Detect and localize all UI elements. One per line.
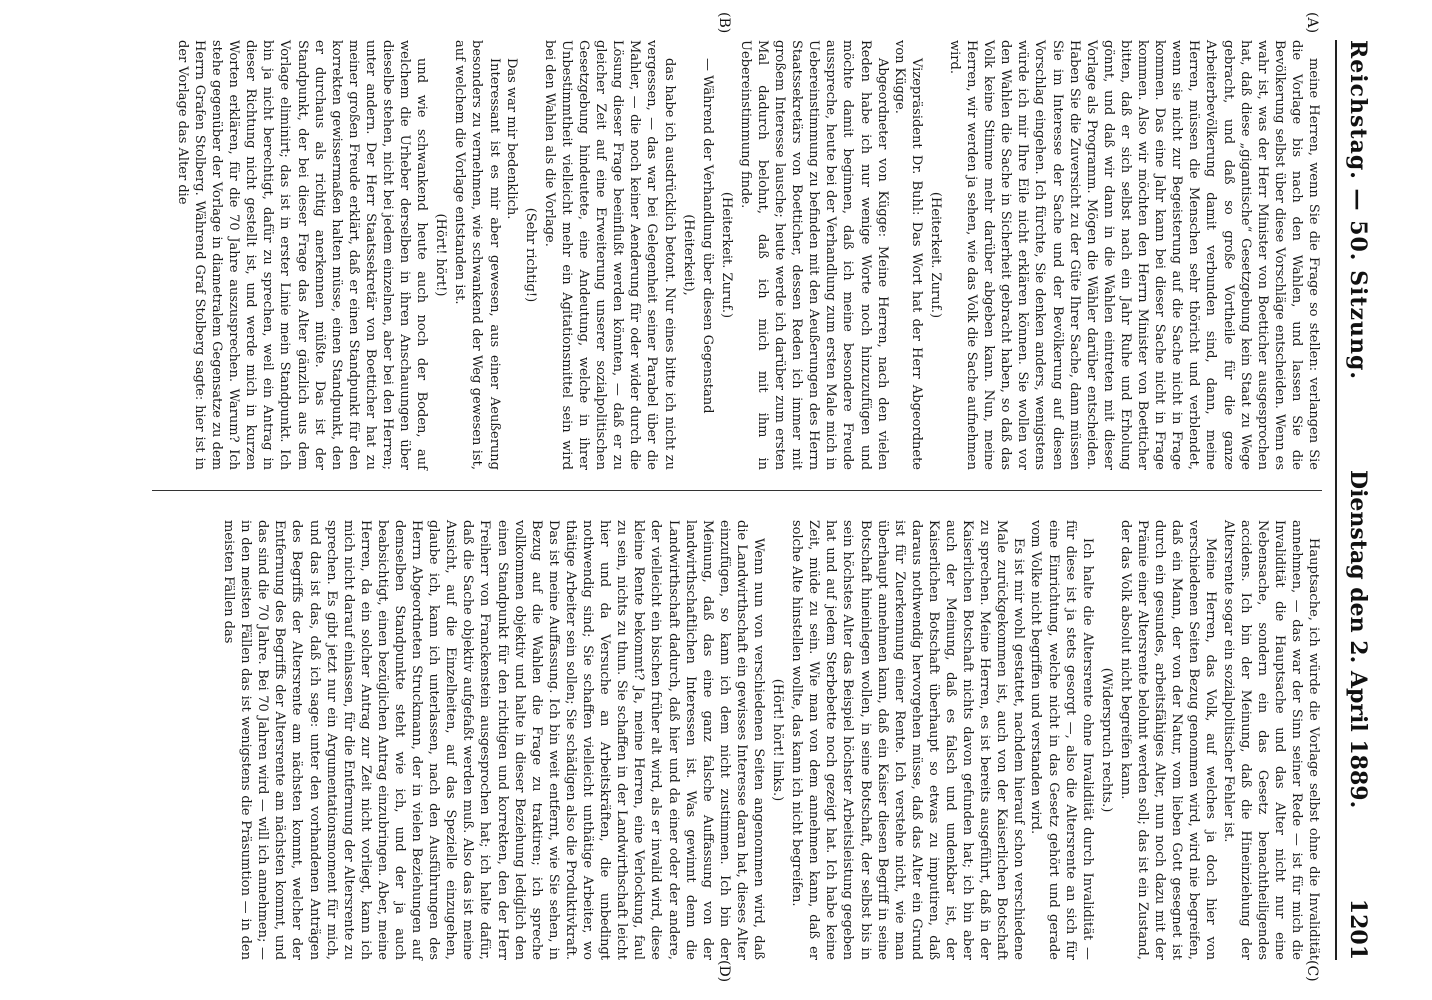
interjection: (Heiterkeit. Zuruf.) [927, 191, 943, 319]
page-number: 1201 [1345, 898, 1371, 960]
margin-marker-c: (C) [1304, 960, 1320, 982]
paragraph: meine Herren, wenn Sie die Frage so stellen: verlangen Sie die Vorlage bis nach den Wahlen, und lassen Sie die Bevölkerung selbst über diese Vorschläge entscheiden. Wenn es wahr ist, was der Herr Minister von Boetticher ausgesprochen hat, daß diese „gigantische“ Gesetzgebung kein Staat zu Wege gebracht, und daß so große Vortheile für die ganze Arbeiterbevölkerung damit verbunden sind, dann, meine Herren, müssen die Menschen sehr thöricht und verblendet, wenn sie nicht zur Begeisterung auf die Sache nicht in Frage kommen. Das eine Jahr kann bei dieser Sache nicht in Frage kommen. Also wir möchten den Herrn Minister von Boetticher bitten, daß er sich selbst nach ein Jahr Ruhe und Erholung gönnt, und daß wir dann in die Wahlen eintreten mit dieser Vorlage als Programm. Mögen die Wähler darüber entscheiden. Haben Sie die Zuversicht zu der Güte Ihrer Sache, dann müssen Sie im Interesse der Sache und der Bevölkerung auf diesen Vorschlag eingehen. Ich fürchte, Sie denken anders, wenigstens würde ich mir Ihre Eile nicht erklären können. Sie wollen vor den Wahlen die Sache in Sicherheit gebracht haben, so daß das Volk keine Stimme mehr darüber abgeben kann. Nun, meine Herren, wir werden ja sehen, wie das Volk die Sache aufnehmen wird. [947, 40, 1321, 470]
header-left: Reichstag. — 50. Sitzung. [1345, 40, 1371, 381]
interjection: (Hört! hört! links.) [770, 678, 786, 802]
margin-marker-a: (A) [1304, 12, 1320, 34]
paragraph: Hauptsache, ich würde die Vorlage selbst ohne die Invalidität annehmen, — das war der Sinn seiner Rede — ist für mich die Invalidität die Hauptsache und das Alter nicht nur eine Nebensache, sondern ein das Gesetz benachtheiligendes accidens. Ich bin der Meinung, daß die Hineinziehung der Altersrente sogar ein sozialpolitischer Fehler ist. [1220, 520, 1321, 960]
paragraph: Abgeordneter von Kügge: Meine Herren, nach den vielen Reden habe ich nur wenige Worte noch hinzuzufügen und möchte damit beginnen, daß ich meine besondere Freude ausspreche, heute bei der Verhandlung zum ersten Male mich in Uebereinstimmung zu befinden mit den Aeußerungen des Herrn Staatssekretärs von Boetticher, dessen Reden ich immer mit großem Interesse lausche; heute werde ich darüber zum ersten Mal dadurch belohnt, daß ich mich mit ihm in Uebereinstimmung finde. [737, 40, 890, 470]
paragraph: Vizepräsident Dr. Buhl: Das Wort hat der Herr Abgeordnete von Kügge. [891, 40, 924, 470]
text-column-right [220, 520, 1322, 960]
paragraph: das habe ich ausdrücklich betont. Nur eines bitte ich nicht zu vergessen, — das war bei Gelegenheit seiner Parabel über die Mahler, — die noch keiner Aenderung für oder wider durch die Lösung dieser Frage beeinflußt werden könnten, — daß er zu gleicher Zeit auf eine Erweiterung unserer sozialpolitischen Gesetzgebung hindeutete, eine Andeutung, welche in ihrer Unbestimmtheit vielleicht mehr ein Agitationsmittel sein wird bei den Wahlen als die Vorlage. [541, 40, 677, 470]
paragraph: — Während der Verhandlung über diesen Gegenstand [699, 58, 715, 414]
text-column-left [174, 40, 1322, 470]
header-date: Dienstag den 2. April 1889. [1345, 470, 1371, 809]
paragraph: Meine Herren, das Volk, auf welches ja doch hier von verschiedenen Seiten Bezug genommen wird, wird nie begreifen, daß ein Mann, der von der Natur, vom lieben Gott gesegnet ist durch ein gesundes, arbeitsfähiges Alter, nun noch dazu mit der Prämie einer Altersrente belohnt werden soll; das ist ein Zustand, der das Volk absolut nicht begreifen kann. [1117, 520, 1219, 960]
paragraph: Ich halte die Altersrente ohne Invalidität durch Invalidität — für diese ist ja stets gesorgt —, also die Altersrente an sich für eine Einrichtung, welche nicht in das Gesetz gehört und gerade vom Volke nicht begriffen und verstanden wird. [1028, 520, 1095, 960]
interjection: (Heiterkeit. Zuruf.) [718, 191, 734, 319]
interjection: (Heiterkeit), [680, 214, 696, 296]
paragraph: Interessant ist es mir aber gewesen, aus einer Aeußerung besonders zu vernehmen, wie schwankend der Weg gewesen ist, auf welchem die Vorlage entstanden ist. [452, 40, 502, 470]
margin-marker-d: (D) [716, 960, 732, 983]
digitization-credit [1410, 0, 1432, 1000]
column-divider [152, 490, 1322, 491]
paragraph: und wie schwankend heute auch noch der Boden, auf welchem die Urheber derselben in ihren Anschauungen über dieselbe stehen, nicht bei jedem einzelnen, aber bei den Herren; unter andern. Der Herr Staatssekretär von Boetticher hat zu meiner großen Freude erklärt, daß er einen Standpunkt für den korrekten gewissermaßen halten müsse, einen Standpunkt, den er durchaus als richtig anerkennen müßte. Das ist der Standpunkt, der bei dieser Frage das Alter gänzlich aus dem Vorlage eliminirt; das ist in erster Linie mein Standpunkt. Ich bin ja nicht berechtigt, dafür zu sprechen, weil ein Antrag in dieser Richtung nicht gestellt ist, und werde mich in kurzen Worten erklären, für die 70 Jahre auszusprechen. Warum? Ich stehe gegenüber der Vorlage in diametralem Gegensatze zu dem Herrn Grafen Stolberg. Während Graf Stolberg sagte: hier ist in der Vorlage das Alter die [174, 40, 430, 470]
margin-marker-b: (B) [716, 12, 732, 34]
interjection: (Hört! hört!) [433, 213, 449, 297]
paragraph: Es ist mir wohl gestattet, nachdem hierauf schon verschiedene Male zurückgekommen ist, auch von der Kaiserlichen Botschaft zu sprechen. Meine Herren, es ist bereits ausgeführt, daß in der Kaiserlichen Botschaft nichts davon gefunden hat; ich bin aber auch der Meinung, daß es falsch und undenkbar ist, der Kaiserlichen Botschaft überhaupt so etwas zu imputiren, daß daraus nothwendig hervorgehen müsse, daß das Alter ein Grund ist für Zuerkennung einer Rente. Ich verstehe nicht, wie man überhaupt annehmen kann, daß ein Kaiser diesen Begriff in seine Botschaft hineinlegen wollen, in seine Botschaft, der selbst bis in sein höchstes Alter das Beispiel höchster Arbeitsleistung gegeben hat und auf jedem Sterbebette noch gezeigt hat. Ich habe keine Zeit, müde zu sein. Wie man von dem annehmen kann, daß er solche Alte hinstellen wollte, das kann ich nicht begreifen. [789, 520, 1027, 960]
paragraph: Wenn nun von verschiedenen Seiten angenommen wird, daß die Landwirthschaft ein gewisses Interesse daran hat, dieses Alter einzufügen, so kann ich dem nicht zustimmen. Ich bin der Meinung, daß das eine ganz falsche Auffassung von der landwirthschaftlichen Interessen ist. Was gewinnt denn die Landwirthschaft dadurch, daß hier und da einer oder der andere, der vielleicht ein bischen früher alt wird, als er invalid wird, diese kleine Rente bekommt? Ja, meine Herren, eine Verlockung, faul zu sein, nichts zu thun. Sie schaffen in der Landwirthschaft leicht hier und da Versuche an Arbeitskräften, die unbedingt nothwendig sind; Sie schaffen vielleicht unthätige Arbeiter, wo thätige Arbeiter sein sollen; Sie schädigen also die Produktivkraft. Das ist meine Auffassung. Ich bin weit entfernt, wie Sie sehen, in Bezug auf die Wahlen die Frage zu traktiren; ich spreche vollkommen objektiv und halte in dieser Beziehung lediglich den einen Standpunkt für den richtigen und korrekten, den der Herr Freiherr von Franckenstein ausgesprochen hat; ich halte dafür, daß die Sache objektiv aufgefaßt werden muß. Also das ist meine Ansicht, auf die Einzelheiten, auf das Spezielle einzugehen, glaube ich, kann ich unterlassen, nach den Ausführungen des Herrn Abgeordneten Struckmann, der in vielen Beziehungen auf demselben Standpunkte steht wie ich, und der ja auch beabsichtigt, einen bezüglichen Antrag einzubringen. Aber, meine Herren, da ein solcher Antrag zur Zeit nicht vorliegt, kann ich mich nicht darauf einlassen, für die Entfernung der Altersrente zu sprechen. Es gibt jetzt nur ein Argumentationsmoment für mich, und das ist das, daß ich sage: unter den vorhandenen Anträgen des Begriffs der Altersrente am nächsten kommt, welcher der Entfernung des Begriffs der Altersrente am nächsten kommt, und das sind die 70 Jahre. Bei 70 Jahren wird — will ich annehmen; — in den meisten Fällen das ist wenigstens die Präsumtion — in den meisten Fällen das [221, 520, 766, 960]
page-header [1335, 40, 1377, 960]
interjection: (Sehr richtig!) [522, 207, 538, 303]
paragraph: Das war mir bedenklich. [503, 58, 519, 220]
interjection: (Widerspruch rechts.) [1098, 667, 1114, 813]
